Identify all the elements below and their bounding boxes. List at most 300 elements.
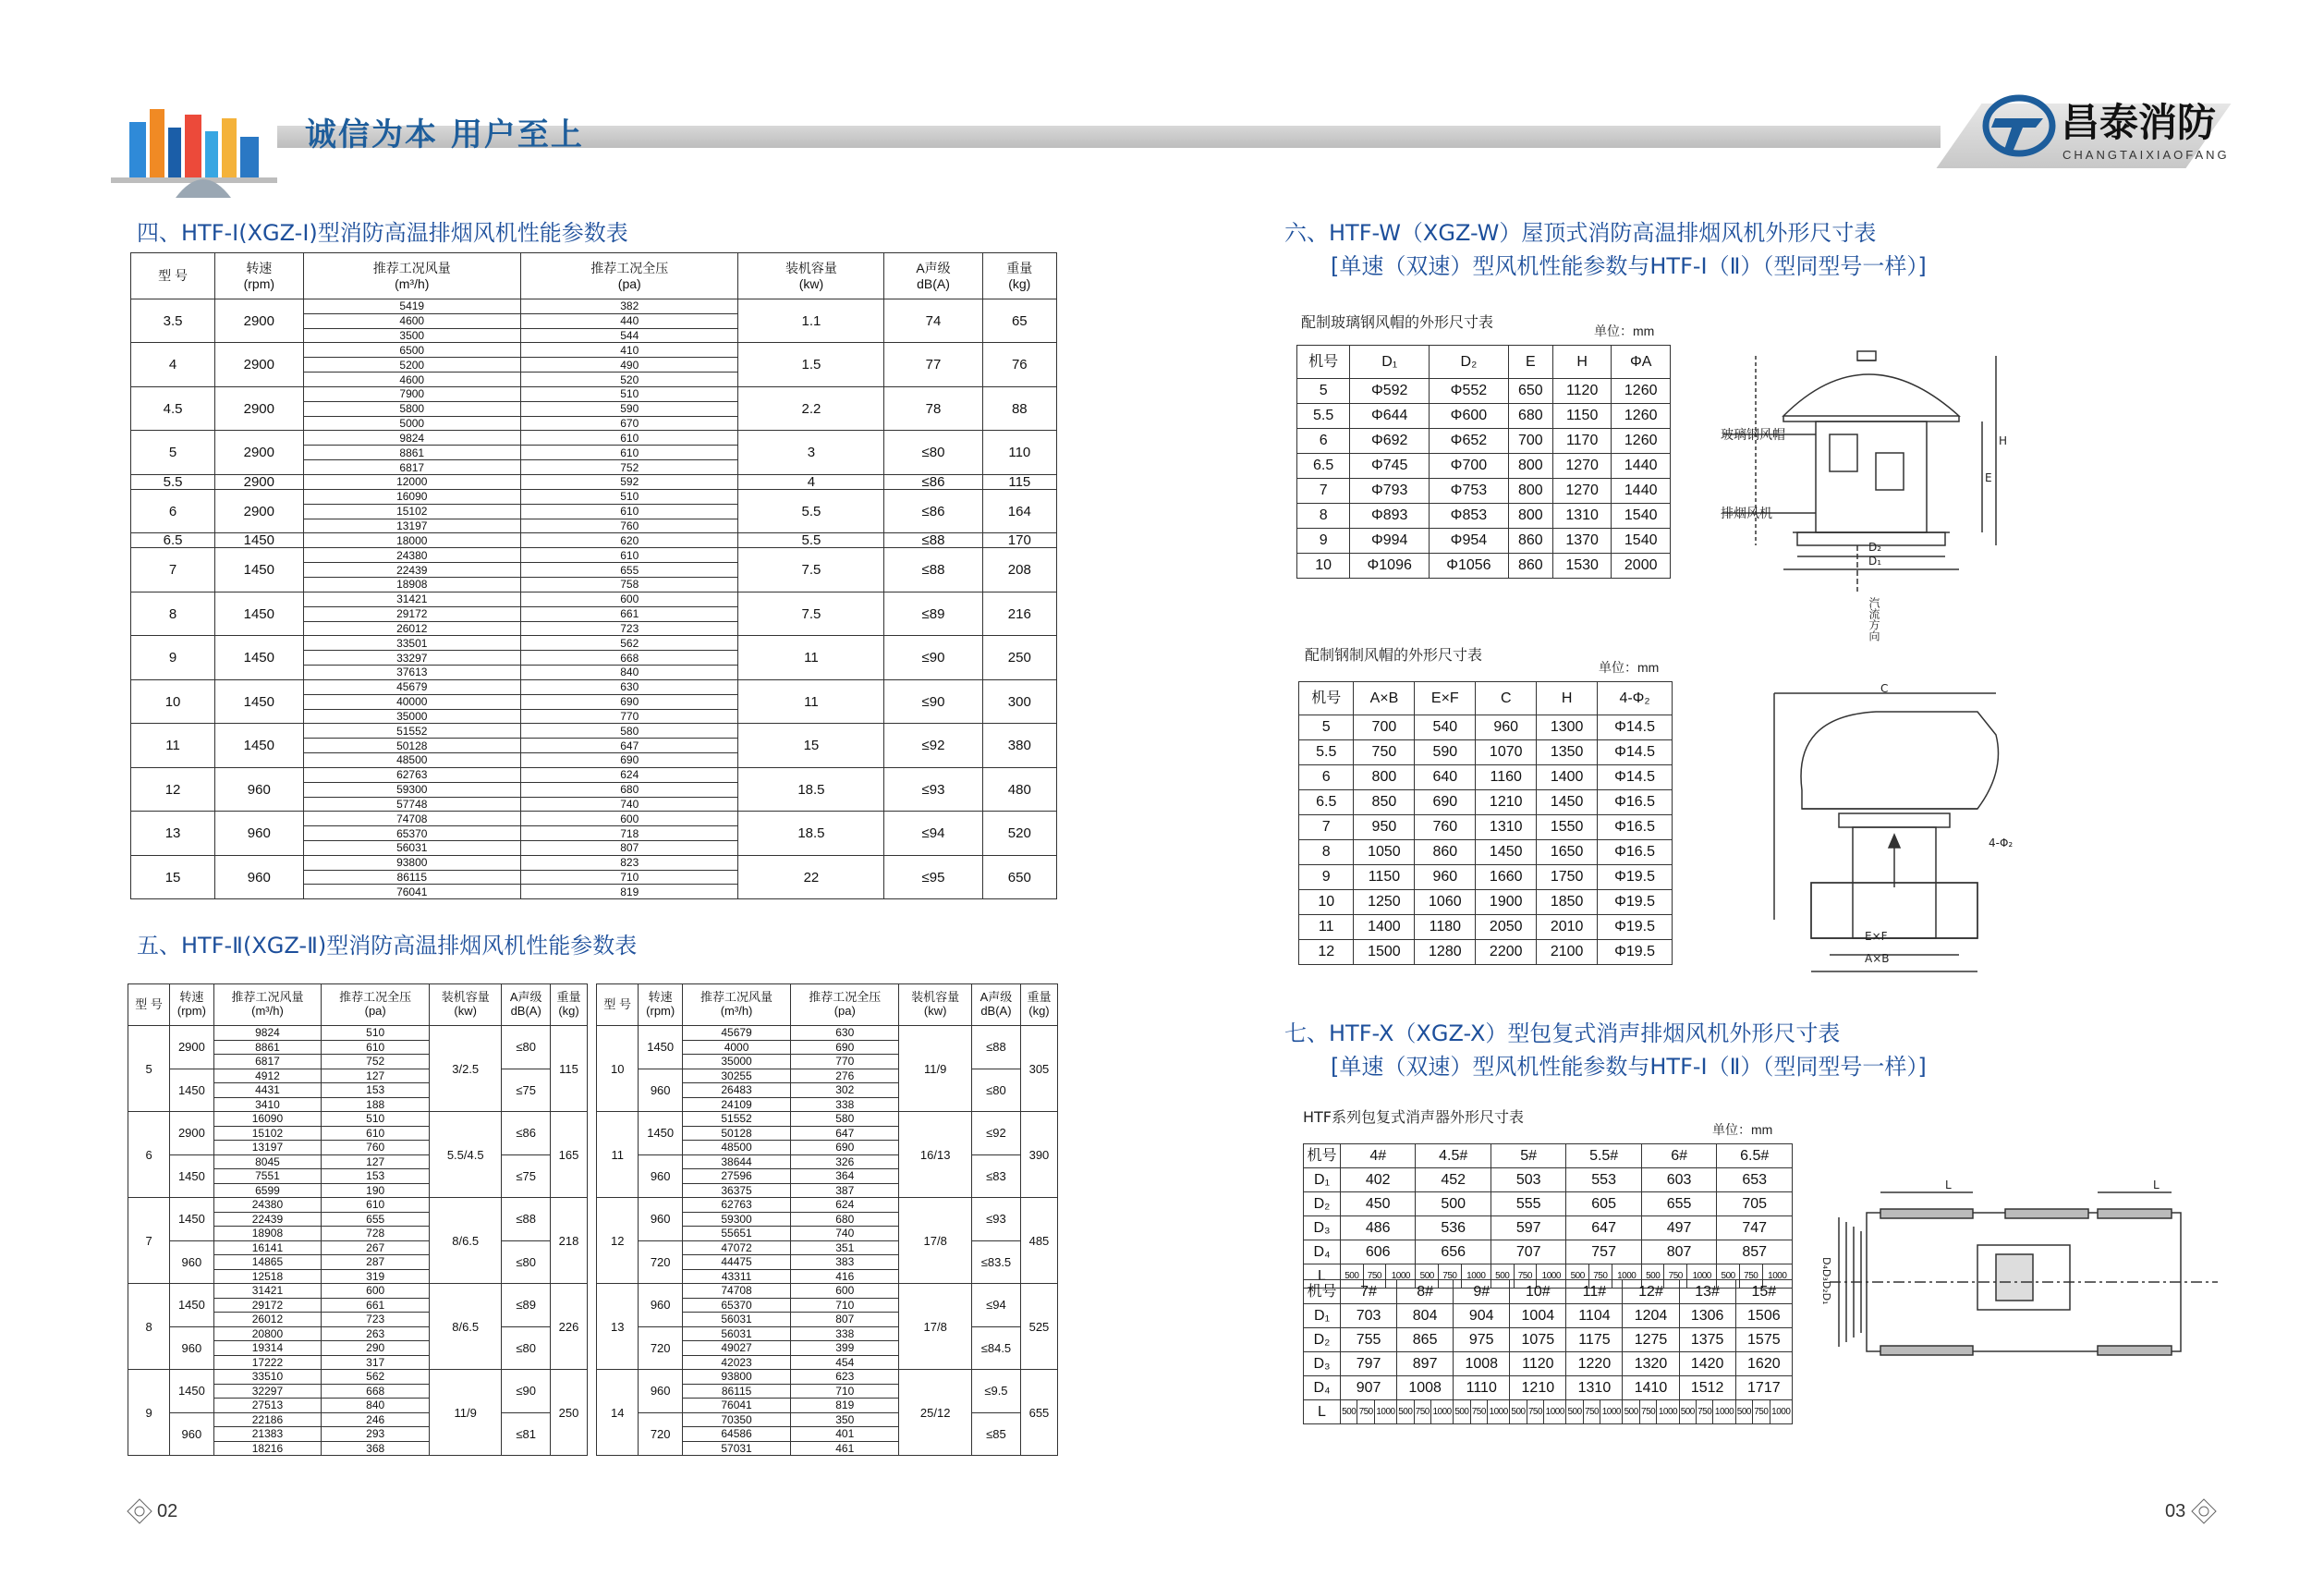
column-header: 机号 [1299,682,1354,715]
table-row [131,431,1057,446]
cell-db: 74 [884,299,982,343]
cell-flow: 5800 [303,401,520,416]
table-cell: Φ700 [1430,454,1509,479]
table-row [1304,1240,1793,1264]
cell-pressure: 840 [521,666,738,680]
cell-pressure: 510 [322,1026,430,1041]
cell-pressure: 670 [521,416,738,431]
table-header-row [597,984,1058,1026]
table-row [128,1069,588,1083]
cell-flow: 37613 [303,666,520,680]
cell-flow: 64586 [682,1427,790,1442]
cell-model: 8 [128,1284,170,1370]
table-row [597,1240,1058,1255]
cell-flow: 59300 [303,782,520,797]
section6-table2-caption: 配制钢制风帽的外形尺寸表 [1305,646,1483,664]
cell-db: ≤93 [884,767,982,811]
table-cell: 1275 [1623,1328,1679,1352]
cell-pressure: 276 [791,1069,899,1083]
table-cell: Φ19.5 [1598,915,1673,940]
cell-pressure: 807 [521,840,738,855]
model-header: 7# [1341,1280,1397,1304]
column-header [430,984,502,1026]
cell-pressure: 382 [521,299,738,314]
cell-model: 9 [128,1370,170,1456]
cell-rpm: 960 [170,1412,213,1456]
table-cell: Φ14.5 [1598,740,1673,765]
cell-rpm: 960 [639,1370,683,1413]
table-cell: Φ16.5 [1598,840,1673,865]
row-label: D₂ [1304,1192,1341,1216]
table-cell: 860 [1508,529,1552,554]
cell-flow: 30255 [682,1069,790,1083]
length-cell: 750 [1363,1264,1386,1289]
cell-pressure: 624 [791,1198,899,1213]
table-row [128,1112,588,1127]
cell-db: ≤80 [502,1326,551,1370]
cell-model: 6 [128,1112,170,1198]
table-cell: Φ853 [1430,504,1509,529]
cell-pressure: 770 [791,1055,899,1069]
cell-pressure: 647 [521,739,738,753]
cell-pressure: 690 [791,1141,899,1155]
cell-weight: 520 [982,812,1056,855]
cell-flow: 16090 [303,489,520,504]
cell-rpm: 960 [215,767,303,811]
column-header [521,253,738,299]
table-cell: 1310 [1552,504,1612,529]
table-header-row [131,253,1057,299]
cell-db: ≤83.5 [971,1240,1020,1284]
cell-db: ≤81 [502,1412,551,1456]
length-cell: 1000 [1600,1400,1623,1424]
cell-weight: 226 [551,1284,588,1370]
table-row [1297,429,1671,454]
column-header-line: (rpm) [243,275,275,291]
cell-model: 14 [597,1370,639,1456]
cell-rpm: 2900 [215,431,303,474]
cell-kw: 5.5 [738,533,884,548]
cell-db: ≤90 [884,636,982,679]
cell-flow: 13197 [303,519,520,533]
model-header: 4# [1341,1144,1416,1168]
model-header: 5# [1491,1144,1565,1168]
table-cell: 1850 [1537,890,1598,915]
cell-pressure: 592 [521,474,738,489]
column-header-line: dB(A) [510,1004,541,1018]
column-header-line: 推荐工况全压 [809,990,882,1005]
cell-pressure: 338 [791,1097,899,1112]
table-cell: Φ600 [1430,404,1509,429]
cell-rpm: 1450 [215,533,303,548]
table-cell: 1250 [1354,890,1415,915]
column-header-line: 推荐工况全压 [590,261,669,276]
cell-flow: 65370 [682,1298,790,1313]
silencer-dimension-table-2 [1303,1279,1793,1424]
length-cell: 500 [1641,1264,1664,1289]
table-cell: Φ552 [1430,379,1509,404]
cell-weight: 115 [551,1026,588,1112]
label-AxB: A×B [1865,952,1890,965]
cell-flow: 13197 [213,1141,322,1155]
cell-pressure: 562 [322,1370,430,1385]
table-row [1299,765,1673,790]
column-header: A×B [1354,682,1415,715]
page-number-left: 02 [157,1501,178,1521]
cell-rpm: 2900 [215,489,303,532]
cell-flow: 12518 [213,1269,322,1284]
length-cell: 1000 [1713,1400,1735,1424]
brand-logo-icon [1982,92,2056,159]
cell-flow: 45679 [303,679,520,694]
table-cell: 1220 [1566,1352,1623,1376]
table-row [131,724,1057,739]
table-cell: 747 [1717,1216,1793,1240]
cell-pressure: 655 [322,1212,430,1227]
column-header-line: 推荐工况全压 [339,990,412,1005]
column-header-line: 装机容量 [911,990,960,1005]
cell-pressure: 544 [521,328,738,343]
cell-db: ≤94 [971,1284,1020,1327]
table-cell: 1060 [1415,890,1476,915]
steel-cap-dimension-table [1298,681,1673,965]
row-label: D₁ [1304,1304,1341,1328]
column-header-line: 型 号 [158,268,188,284]
cell-pressure: 590 [521,401,738,416]
cell-flow: 29172 [213,1298,322,1313]
column-header: H [1552,346,1612,379]
cell-model: 7 [131,548,215,592]
cell-rpm: 2900 [215,299,303,343]
table-row [597,1370,1058,1385]
table-cell: 9 [1297,529,1350,554]
column-header-line: dB(A) [917,275,950,291]
table-row [1304,1304,1793,1328]
length-cell: 500 [1454,1400,1470,1424]
length-cell: 750 [1527,1400,1543,1424]
column-header-line: (kg) [1028,1004,1050,1018]
table-row [597,1069,1058,1083]
cell-rpm: 2900 [215,474,303,489]
cell-flow: 4600 [303,313,520,328]
cell-weight: 305 [1020,1026,1057,1112]
fiberglass-cap-dimension-table [1296,345,1671,579]
table-cell: 1180 [1415,915,1476,940]
table-cell: 1660 [1476,865,1537,890]
cell-pressure: 668 [322,1384,430,1399]
table-row [597,1154,1058,1169]
length-cell: 1000 [1762,1264,1792,1289]
table-cell: 797 [1341,1352,1397,1376]
table-row [1297,454,1671,479]
table-cell: 6.5 [1297,454,1350,479]
column-header-line: (kw) [454,1004,477,1018]
cell-pressure: 728 [322,1227,430,1241]
cell-db: ≤88 [884,533,982,548]
cell-db: 78 [884,386,982,430]
cell-pressure: 623 [791,1370,899,1385]
table-row [1299,915,1673,940]
cell-pressure: 630 [521,679,738,694]
table-cell: 1260 [1612,379,1671,404]
table-row [131,474,1057,489]
length-cell: 1000 [1430,1400,1453,1424]
cell-db: ≤92 [884,724,982,767]
table-cell: 1120 [1552,379,1612,404]
column-header [213,984,322,1026]
table-cell: 2000 [1612,554,1671,579]
table-cell: 1310 [1476,815,1537,840]
table-cell: Φ16.5 [1598,815,1673,840]
table-row [597,1326,1058,1341]
cell-rpm: 960 [639,1069,683,1112]
cell-flow: 35000 [682,1055,790,1069]
cell-kw: 2.2 [738,386,884,430]
cell-model: 5 [128,1026,170,1112]
row-label: D₄ [1304,1240,1341,1264]
cell-model: 12 [597,1198,639,1284]
table-cell: 1750 [1537,865,1598,890]
table-cell: 960 [1415,865,1476,890]
table-row [597,1112,1058,1127]
cell-pressure: 600 [791,1284,899,1299]
cell-flow: 51552 [303,724,520,739]
cell-pressure: 610 [521,504,738,519]
cell-model: 5 [131,431,215,474]
cell-flow: 4000 [682,1040,790,1055]
table-cell: Φ1096 [1350,554,1430,579]
cell-kw: 5.5 [738,489,884,532]
length-cell: 500 [1416,1264,1439,1289]
cell-flow: 56031 [303,840,520,855]
model-header: 10# [1510,1280,1566,1304]
cell-db: ≤83 [971,1154,1020,1198]
table-cell: 1008 [1454,1352,1510,1376]
length-cell: 1000 [1770,1400,1792,1424]
table-cell: Φ16.5 [1598,790,1673,815]
cell-db: ≤90 [884,679,982,723]
cell-flow: 36375 [682,1183,790,1198]
htf1-performance-table [130,252,1057,899]
section6-table2-unit: 单位：mm [1599,660,1660,675]
label-fiberglass-cap: 玻璃钢风帽 [1721,428,1785,443]
table-cell: 1440 [1612,479,1671,504]
cell-flow: 3410 [213,1097,322,1112]
cell-flow: 9824 [303,431,520,446]
cell-flow: 15102 [213,1126,322,1141]
column-header-line: (kw) [798,275,824,291]
cell-flow: 65370 [303,826,520,841]
table-cell: Φ994 [1350,529,1430,554]
cell-kw: 4 [738,474,884,489]
cell-model: 3.5 [131,299,215,343]
label-ExF: E×F [1865,930,1888,943]
cell-weight: 65 [982,299,1056,343]
cell-pressure: 819 [521,885,738,899]
cell-flow: 76041 [682,1399,790,1413]
table-cell: 907 [1341,1376,1397,1400]
cell-model: 5.5 [131,474,215,489]
table-cell: 760 [1415,815,1476,840]
cell-flow: 5000 [303,416,520,431]
cell-flow: 93800 [682,1370,790,1385]
cell-pressure: 819 [791,1399,899,1413]
length-cell: 750 [1589,1264,1612,1289]
section6-table1-unit: 单位：mm [1594,324,1655,338]
table-cell: 2050 [1476,915,1537,940]
cell-flow: 4600 [303,373,520,387]
column-header: C [1476,682,1537,715]
cell-rpm: 1450 [170,1069,213,1112]
cell-flow: 57031 [682,1441,790,1456]
page-number-right: 03 [2165,1501,2186,1521]
cell-pressure: 655 [521,563,738,578]
table-cell: 11 [1299,915,1354,940]
length-cell: 1000 [1687,1264,1717,1289]
cell-pressure: 680 [791,1212,899,1227]
table-cell: 1310 [1566,1376,1623,1400]
table-header-row [1304,1144,1793,1168]
table-row [1299,840,1673,865]
cell-flow: 5200 [303,358,520,373]
cell-pressure: 600 [521,812,738,826]
cell-flow: 26012 [303,621,520,636]
model-header: 6.5# [1717,1144,1793,1168]
column-header: D₂ [1430,346,1509,379]
section6-table1-caption: 配制玻璃钢风帽的外形尺寸表 [1301,313,1494,331]
cell-db: ≤75 [502,1069,551,1112]
table-cell: 605 [1566,1192,1641,1216]
cell-flow: 33297 [303,651,520,666]
table-cell: 950 [1354,815,1415,840]
cell-model: 13 [131,812,215,855]
cell-pressure: 368 [322,1441,430,1456]
table-row [1297,479,1671,504]
length-cell: 500 [1341,1400,1357,1424]
cell-flow: 56031 [682,1313,790,1327]
cell-pressure: 510 [521,489,738,504]
column-header: 4-Φ₂ [1598,682,1673,715]
cell-pressure: 668 [521,651,738,666]
table-cell: 1540 [1612,529,1671,554]
cell-rpm: 1450 [639,1026,683,1069]
cell-pressure: 680 [521,782,738,797]
table-cell: 1500 [1354,940,1415,965]
table-header-row [1299,682,1673,715]
cell-rpm: 720 [639,1240,683,1284]
cell-flow: 17222 [213,1355,322,1370]
cell-flow: 18908 [213,1227,322,1241]
table-cell: 1120 [1510,1352,1566,1376]
cell-flow: 59300 [682,1212,790,1227]
label-holes: 4-Φ₂ [1989,837,2014,849]
table-cell: Φ1056 [1430,554,1509,579]
cell-pressure: 127 [322,1069,430,1083]
table-cell: 452 [1416,1168,1491,1192]
brand-subtitle: CHANGTAIXIAOFANG [2062,148,2230,162]
cell-pressure: 630 [791,1026,899,1041]
length-cell: 1000 [1612,1264,1641,1289]
length-cell: 1000 [1374,1400,1396,1424]
length-cell: 1000 [1386,1264,1416,1289]
table-cell: 1575 [1735,1328,1792,1352]
table-cell: 655 [1641,1192,1716,1216]
length-cell: 500 [1491,1264,1514,1289]
column-header-line: (m³/h) [395,275,430,291]
cell-pressure: 338 [791,1326,899,1341]
cell-kw: 11/9 [430,1370,502,1456]
column-header-line: (m³/h) [251,1004,284,1018]
cell-rpm: 960 [170,1326,213,1370]
table-cell: 6.5 [1299,790,1354,815]
length-cell: 1000 [1657,1400,1679,1424]
cell-rpm: 1450 [215,679,303,723]
cell-pressure: 188 [322,1097,430,1112]
cell-flow: 18000 [303,533,520,548]
cell-flow: 7900 [303,386,520,401]
column-header [322,984,430,1026]
column-header-line: (pa) [364,1004,386,1018]
model-header: 5.5# [1566,1144,1641,1168]
column-header-line: 推荐工况风量 [231,990,304,1005]
column-header-line: A声级 [916,261,951,276]
column-header-line: 型 号 [135,996,163,1011]
cell-pressure: 647 [791,1126,899,1141]
cell-rpm: 960 [170,1240,213,1284]
table-cell: 807 [1641,1240,1716,1264]
table-row [1297,379,1671,404]
cell-pressure: 760 [521,519,738,533]
cell-pressure: 510 [322,1112,430,1127]
cell-model: 7 [128,1198,170,1284]
table-row [131,855,1057,870]
cell-db: ≤95 [884,855,982,898]
fiberglass-cap-fan-diagram [1719,314,2088,647]
table-row [1299,790,1673,815]
cell-pressure: 718 [521,826,738,841]
table-cell: 1150 [1552,404,1612,429]
cell-flow: 43311 [682,1269,790,1284]
cell-rpm: 1450 [170,1198,213,1241]
row-label: 机号 [1304,1144,1341,1168]
length-cell: 750 [1739,1264,1762,1289]
column-header-line: 装机容量 [441,990,490,1005]
cell-rpm: 1450 [215,592,303,635]
cell-flow: 6500 [303,343,520,358]
cell-rpm: 960 [639,1284,683,1327]
cell-pressure: 267 [322,1240,430,1255]
cell-pressure: 624 [521,767,738,782]
cell-pressure: 723 [322,1313,430,1327]
column-header [639,984,683,1026]
table-cell: 5 [1299,715,1354,740]
cell-pressure: 350 [791,1412,899,1427]
cell-flow: 33501 [303,636,520,651]
cell-flow: 44475 [682,1255,790,1270]
cell-model: 11 [597,1112,639,1198]
table-cell: 1008 [1397,1376,1454,1400]
table-cell: 1270 [1552,454,1612,479]
table-cell: 1160 [1476,765,1537,790]
table-row [128,1370,588,1385]
cell-flow: 27513 [213,1399,322,1413]
table-cell: 653 [1717,1168,1793,1192]
cell-kw: 11/9 [899,1026,972,1112]
cell-flow: 24109 [682,1097,790,1112]
cell-flow: 4912 [213,1069,322,1083]
cell-pressure: 610 [322,1198,430,1213]
cell-rpm: 1450 [170,1154,213,1198]
